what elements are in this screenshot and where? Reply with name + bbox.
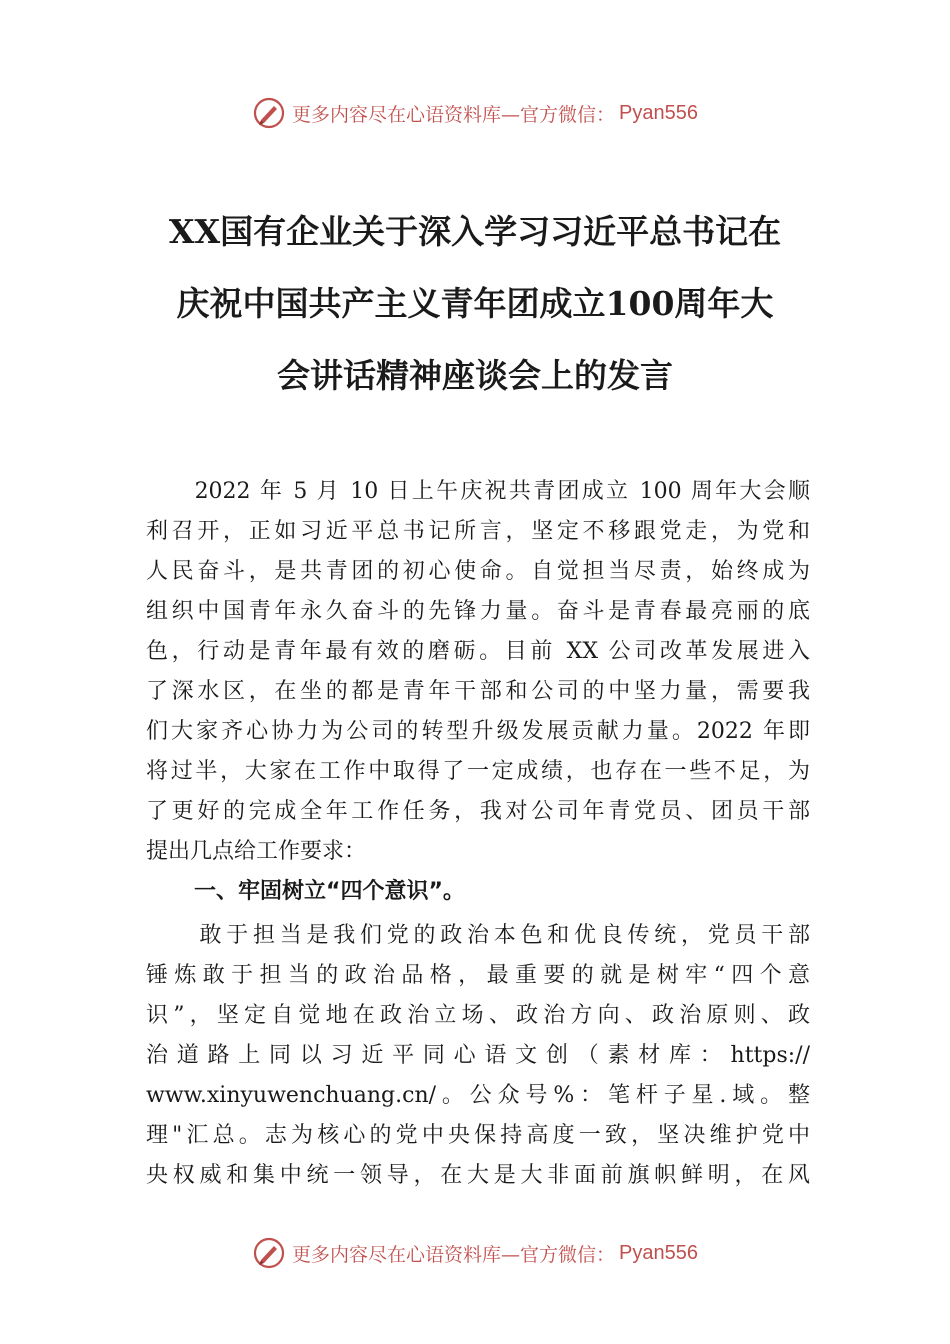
pen-logo-icon bbox=[252, 96, 286, 130]
paragraph-line: 将过半，大家在工作中取得了一定成绩，也存在一些不足，为 bbox=[146, 759, 810, 784]
title-line: 会讲话精神座谈会上的发言 bbox=[277, 356, 673, 395]
section-paragraph bbox=[146, 916, 810, 1196]
paragraph-line: 人民奋斗，是共青团的初心使命。自觉担当尽责，始终成为 bbox=[146, 559, 810, 584]
paragraph-line: 治道路上同以习近平同心语文创（素材库：https:// bbox=[146, 1043, 810, 1068]
title-line: XX国有企业关于深入学习习近平总书记在 bbox=[168, 212, 782, 251]
paragraph-line: 理"汇总。志为核心的党中央保持高度一致，坚决维护党中 bbox=[146, 1123, 810, 1148]
paragraph-line: 识”，坚定自觉地在政治立场、政治方向、政治原则、政 bbox=[146, 1003, 810, 1028]
document-title bbox=[140, 196, 810, 412]
watermark-text: 更多内容尽在心语资料库—官方微信： bbox=[292, 1243, 616, 1266]
paragraph-line: 了更好的完成全年工作任务，我对公司年青党员、团员干部 bbox=[146, 799, 810, 824]
paragraph-line: 们大家齐心协力为公司的转型升级发展贡献力量。2022 年即 bbox=[146, 719, 810, 744]
paragraph-line: 了深水区，在坐的都是青年干部和公司的中坚力量，需要我 bbox=[146, 679, 810, 704]
paragraph-line: 2022 年 5 月 10 日上午庆祝共青团成立 100 周年大会顺 bbox=[146, 479, 810, 504]
paragraph-line: www.xinyuwenchuang.cn/。公众号%：笔杆子星.域。整 bbox=[146, 1083, 810, 1108]
wechat-id: Pyan556 bbox=[619, 1241, 698, 1264]
paragraph-line: 锤炼敢于担当的政治品格，最重要的就是树牢“四个意 bbox=[146, 963, 810, 988]
intro-paragraph bbox=[146, 472, 810, 872]
section-heading: 一、牢固树立“四个意识”。 bbox=[194, 879, 465, 904]
paragraph-line: 提出几点给工作要求： bbox=[146, 839, 367, 864]
wechat-id: Pyan556 bbox=[619, 101, 698, 124]
pen-logo-icon bbox=[252, 1236, 286, 1270]
paragraph-line: 央权威和集中统一领导，在大是大非面前旗帜鲜明，在风 bbox=[146, 1163, 810, 1188]
paragraph-line: 敢于担当是我们党的政治本色和优良传统，党员干部 bbox=[146, 923, 810, 948]
paragraph-line: 色，行动是青年最有效的磨砺。目前 XX 公司改革发展进入 bbox=[146, 639, 810, 664]
paragraph-line: 组织中国青年永久奋斗的先锋力量。奋斗是青春最亮丽的底 bbox=[146, 599, 810, 624]
watermark-footer bbox=[0, 1236, 950, 1270]
paragraph-line: 利召开，正如习近平总书记所言，坚定不移跟党走，为党和 bbox=[146, 519, 810, 544]
watermark-header bbox=[0, 96, 950, 130]
watermark-text: 更多内容尽在心语资料库—官方微信： bbox=[292, 103, 616, 126]
title-line: 庆祝中国共产主义青年团成立100周年大 bbox=[176, 284, 774, 323]
